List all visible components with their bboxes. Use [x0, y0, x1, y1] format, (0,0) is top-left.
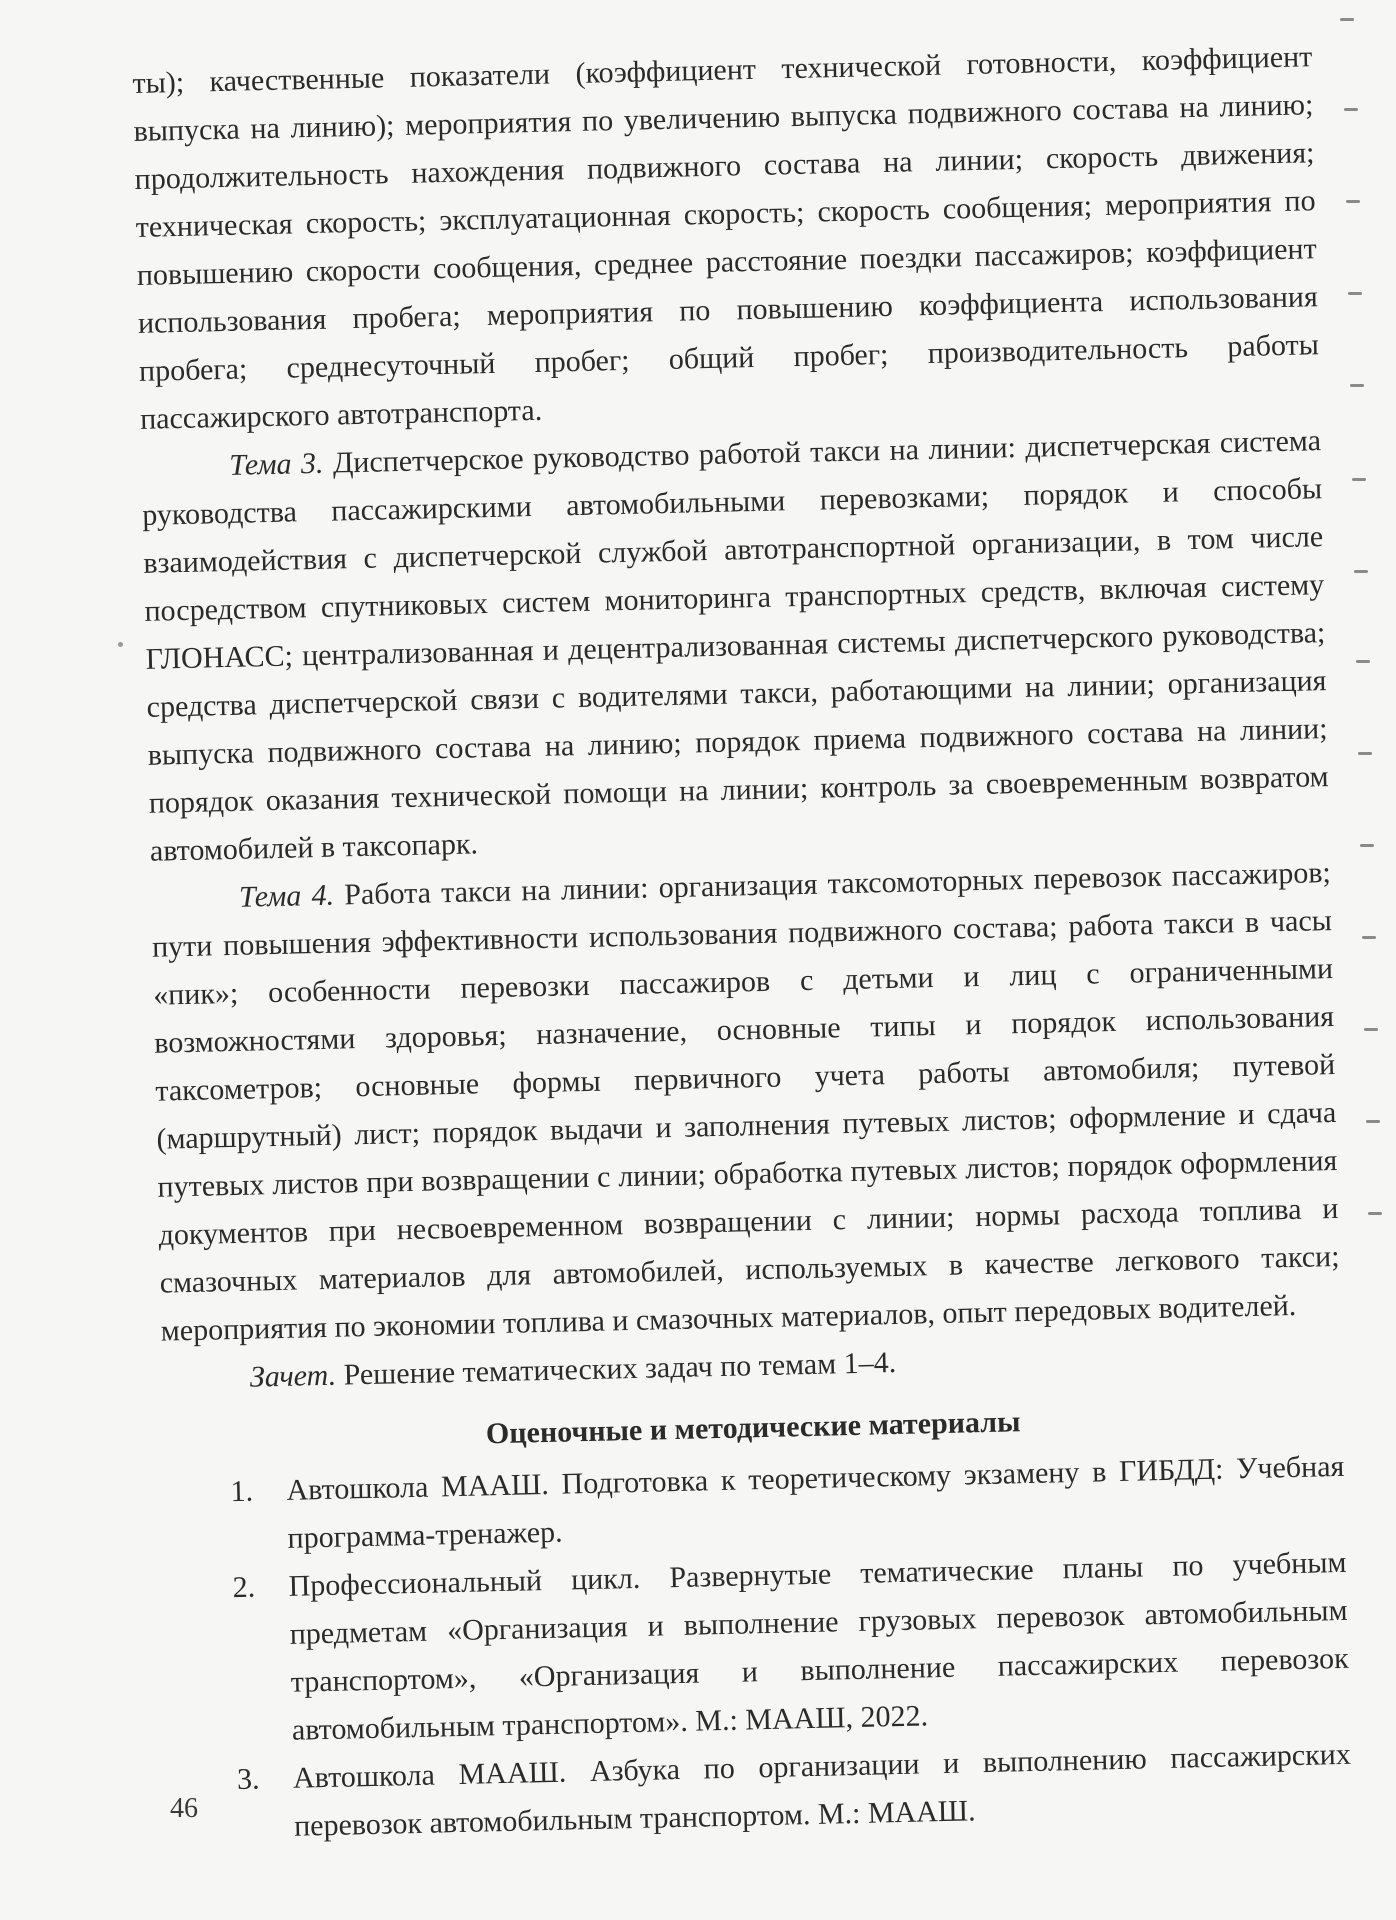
paragraph-text: Решение тематических задач по темам 1–4.: [335, 1346, 897, 1392]
scan-edge-mark: [1366, 1120, 1380, 1123]
list-item-text: Профессиональный цикл. Развернутые тематические планы по учебным предметам «Организация и выполнение грузовых перевозок автомобильным транспортом», «Организация и выполнение пассажирских перевозок автомобильным транспортом». М.: МААШ, 2022.: [288, 1545, 1349, 1747]
paragraph-topic-4: [151, 849, 1342, 1356]
scan-edge-mark: [1350, 384, 1364, 387]
paragraph-continuation: [132, 33, 1320, 444]
list-item: [166, 1539, 1350, 1758]
scan-edge-mark: [1362, 936, 1376, 939]
topic-label: Тема 3.: [228, 446, 324, 482]
section-heading: Оценочные и методические материалы: [485, 1405, 1021, 1451]
list-item-number: 3.: [236, 1762, 260, 1797]
scan-edge-mark: [1346, 200, 1360, 203]
page-number: 46: [170, 1793, 198, 1824]
scan-edge-mark: [1360, 844, 1374, 847]
credit-label: Зачет.: [249, 1358, 337, 1394]
scan-edge-mark: [1368, 1212, 1382, 1215]
scan-edge-mark: [1364, 1028, 1378, 1031]
list-item-number: 2.: [232, 1570, 256, 1605]
paragraph-text: ты); качественные показатели (коэффициент технической готовности, коэффициент выпуска на линию); мероприятия по увеличению выпуска подвижного состава на линию; продолжительность нахождения подвижного состава на линии; скорость движения; техническая скорость; эксплуатационная скорость; скорость сообщения; мероприятия по повышению скорости сообщения, среднее расстояние поездки пассажиров; коэффициент использования пробега; мероприятия по повышению коэффициента использования пробега; среднесуточный пробег; общий пробег; производительность работы пассажирского автотранспорта.: [132, 40, 1320, 436]
scan-edge-mark: [1344, 108, 1358, 111]
reference-list: [164, 1443, 1352, 1854]
scan-speck: [118, 642, 123, 647]
scan-edge-mark: [1352, 478, 1366, 481]
list-item-text: Автошкола МААШ. Азбука по организации и выполнению пассажирских перевозок автомобильным транспортом. М.: МААШ.: [292, 1737, 1352, 1843]
scan-edge-mark: [1354, 570, 1368, 573]
list-item-text: Автошкола МААШ. Подготовка к теоретическому экзамену в ГИБДД: Учебная программа-тренажер.: [286, 1449, 1345, 1555]
paragraph-topic-3: [141, 417, 1330, 876]
list-item-number: 1.: [230, 1474, 254, 1509]
scan-edge-mark: [1340, 18, 1354, 21]
paragraph-text: Работа такси на линии: организация таксомоторных перевозок пассажиров; пути повышения эффективности использования подвижного состава; работа такси в часы «пик»; особенности перевозки пассажиров с детьми и лиц с ограниченными возможностями здоровья; назначение, основные типы и порядок использования таксометров; основные формы первичного учета работы автомобиля; путевой (маршрутный) лист; порядок выдачи и заполнения путевых листов; оформление и сдача путевых листов при возвращении с линии; обработка путевых листов; порядок оформления документов при несвоевременном возвращении с линии; нормы расхода топлива и смазочных материалов для автомобилей, используемых в качестве легкового такси; мероприятия по экономии топлива и смазочных материалов, опыт передовых водителей.: [151, 856, 1340, 1348]
paragraph-text: Диспетчерское руководство работой такси на линии: диспетчерская система руководства пассажирскими автомобильными перевозками; порядок и способы взаимодействия с диспетчерской службой автотранспортной организации, в том числе посредством спутниковых систем мониторинга транспортных средств, включая систему ГЛОНАСС; централизованная и децентрализованная системы диспетчерского руководства; средства диспетчерской связи с водителями такси, работающими на линии; организация выпуска подвижного состава на линию; порядок приема подвижного состава на линии; порядок оказания технической помощи на линии; контроль за своевременным возвратом автомобилей в таксопарк.: [141, 424, 1329, 868]
page-content: [132, 33, 1352, 1853]
scan-edge-mark: [1358, 752, 1372, 755]
scan-edge-mark: [1348, 292, 1362, 295]
scan-edge-mark: [1356, 660, 1370, 663]
topic-label: Тема 4.: [238, 878, 335, 914]
